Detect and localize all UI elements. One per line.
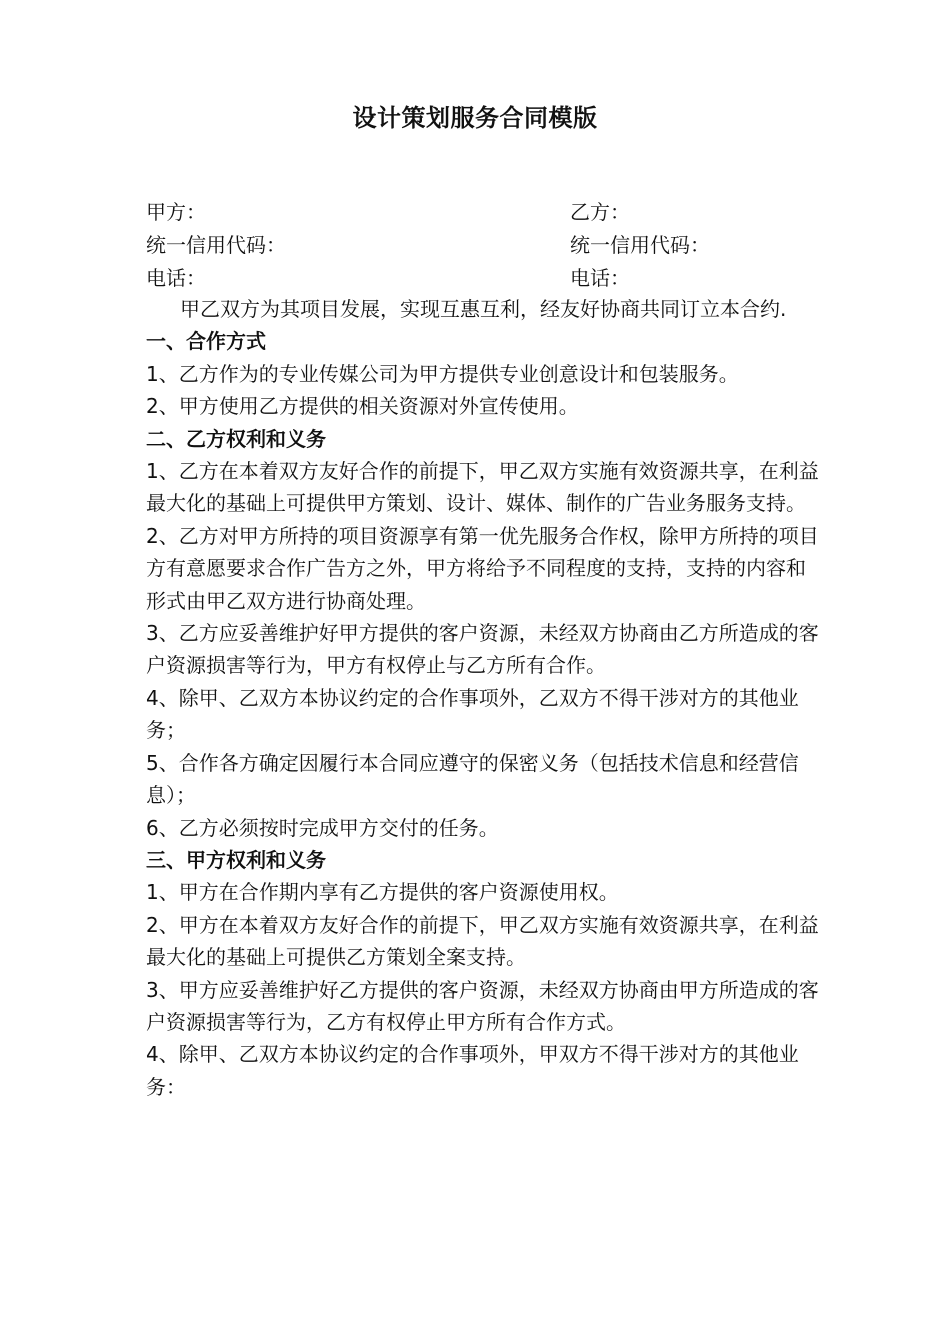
party-b-label: 乙方：	[570, 200, 630, 224]
clause-1-1: 1、乙方作为的专业传媒公司为甲方提供专业创意设计和包装服务。	[146, 361, 739, 386]
clause-2-3: 3、乙方应妥善维护好甲方提供的客户资源，未经双方协商由乙方所造成的客户资源损害等行为，甲方有权停止与乙方所有合作。	[146, 621, 819, 678]
clause-3-1: 1、甲方在合作期内享有乙方提供的客户资源使用权。	[146, 880, 619, 905]
intro-paragraph: 甲乙双方为其项目发展，实现互惠互利，经友好协商共同订立本合约.	[180, 297, 787, 321]
party-a-credit-code-label: 统一信用代码：	[146, 233, 286, 257]
clause-3-3: 3、甲方应妥善维护好乙方提供的客户资源，未经双方协商由甲方所造成的客户资源损害等行为，乙方有权停止甲方所有合作方式。	[146, 977, 819, 1034]
phone-row	[146, 262, 822, 295]
party-name-row	[146, 196, 822, 229]
clause-2-6: 6、乙方必须按时完成甲方交付的任务。	[146, 815, 499, 840]
clause-2-4: 4、除甲、乙双方本协议约定的合作事项外，乙双方不得干涉对方的其他业务；	[146, 685, 799, 743]
clause-3-4: 4、除甲、乙双方本协议约定的合作事项外，甲双方不得干涉对方的其他业务：	[146, 1042, 799, 1099]
clause-2-1: 1、乙方在本着双方友好合作的前提下，甲乙双方实施有效资源共享，在利益最大化的基础上可提供甲方策划、设计、媒体、制作的广告业务服务支持。	[146, 459, 819, 516]
credit-code-row	[146, 229, 822, 262]
clause-1-2: 2、甲方使用乙方提供的相关资源对外宣传使用。	[146, 394, 579, 419]
section-heading-party-a-rights: 三、甲方权利和义务	[146, 847, 326, 872]
party-a-phone-label: 电话：	[146, 266, 206, 290]
party-b-phone-label: 电话：	[570, 266, 630, 290]
section-heading-party-b-rights: 二、乙方权利和义务	[146, 426, 326, 451]
party-b-credit-code-label: 统一信用代码：	[570, 233, 710, 257]
parties-block	[146, 196, 822, 295]
contract-body	[146, 293, 822, 1103]
clause-2-2: 2、乙方对甲方所持的项目资源享有第一优先服务合作权，除甲方所持的项目方有意愿要求合作广告方之外，甲方将给予不同程度的支持，支持的内容和形式由甲乙双方进行协商处理。	[146, 523, 819, 613]
party-a-label: 甲方：	[146, 200, 206, 224]
document-title: 设计策划服务合同模版	[352, 104, 598, 132]
clause-3-2: 2、甲方在本着双方友好合作的前提下，甲乙双方实施有效资源共享，在利益最大化的基础上可提供乙方策划全案支持。	[146, 912, 819, 970]
section-heading-cooperation: 一、合作方式	[146, 329, 266, 354]
clause-2-5: 5、合作各方确定因履行本合同应遵守的保密义务（包括技术信息和经营信息）；	[146, 750, 799, 808]
